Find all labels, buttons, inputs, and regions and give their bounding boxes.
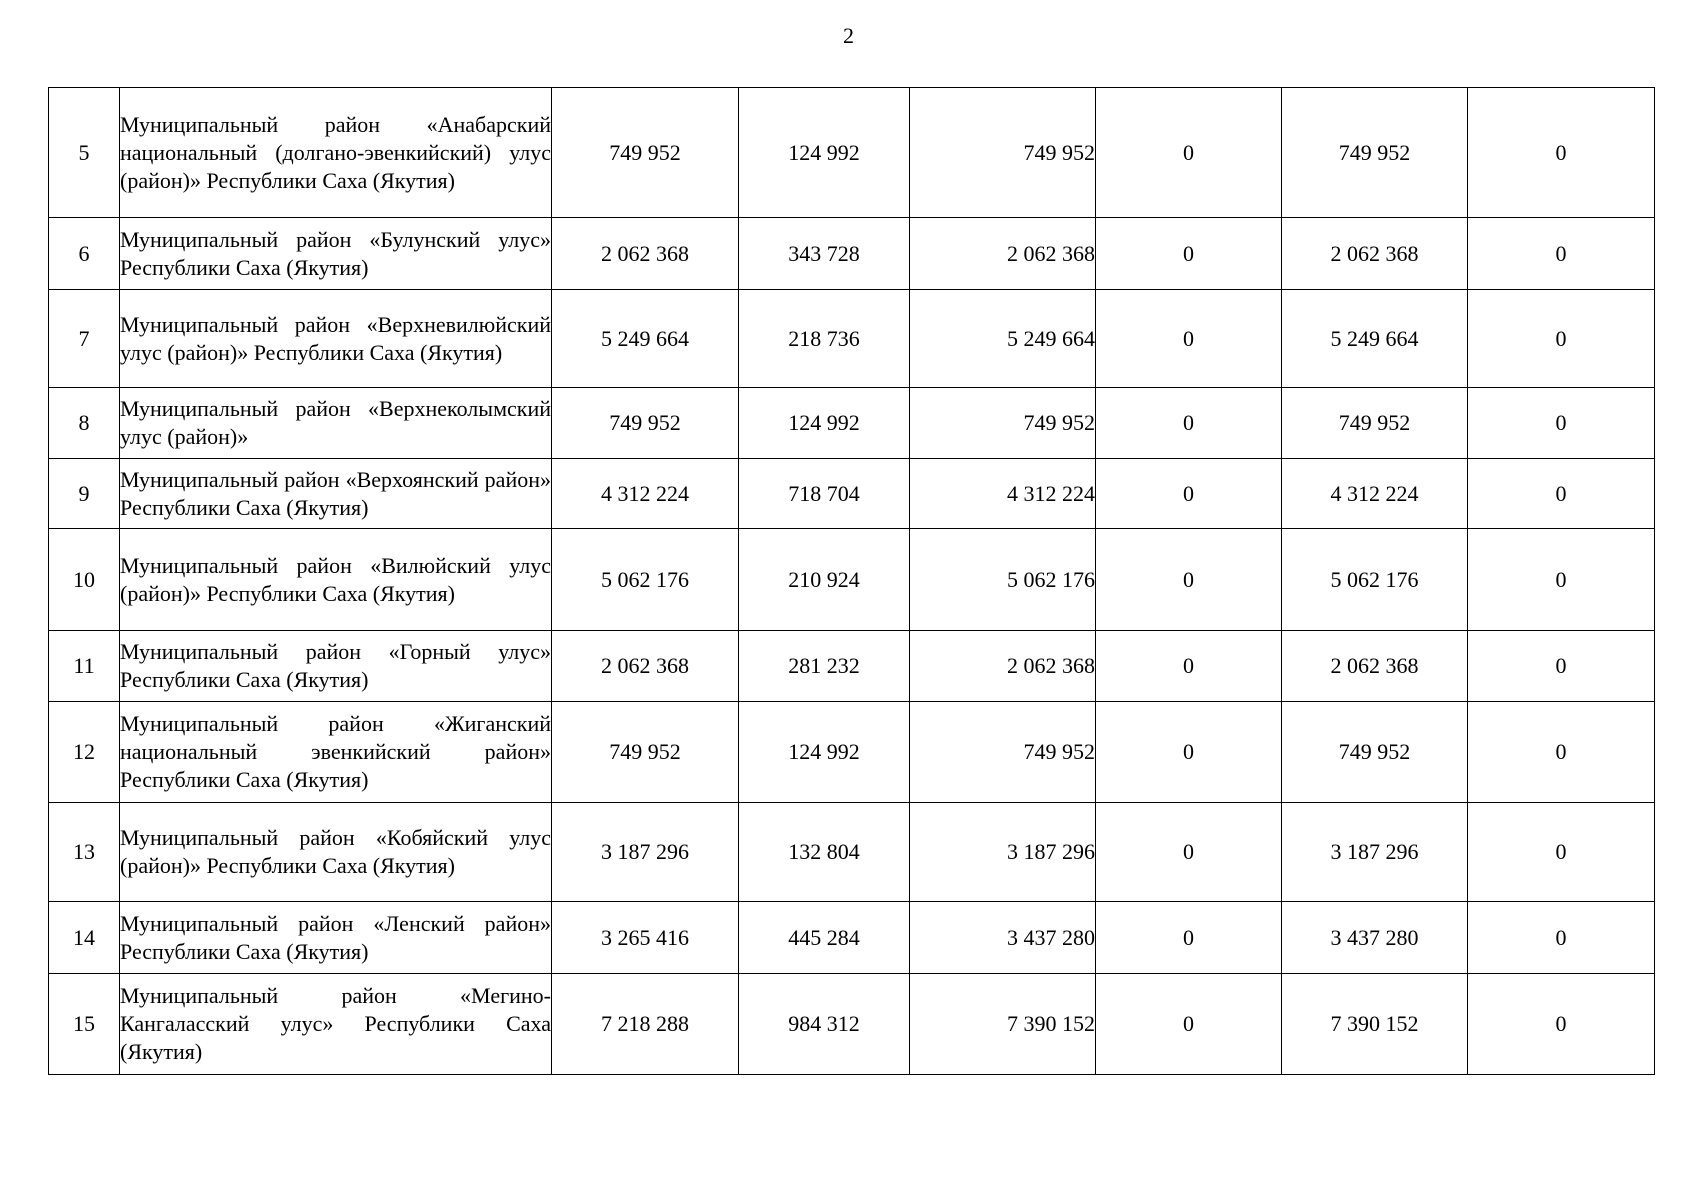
municipality-name: Муниципальный район «Верхоянский район» Республики Саха (Якутия): [120, 459, 552, 529]
value-cell: 0: [1468, 902, 1655, 974]
value-cell: 210 924: [739, 529, 910, 631]
value-cell: 445 284: [739, 902, 910, 974]
table-row: [49, 459, 1655, 529]
municipality-name: Муниципальный район «Ленский район» Республики Саха (Якутия): [120, 902, 552, 974]
value-cell: 0: [1096, 88, 1282, 218]
value-cell: 749 952: [910, 88, 1096, 218]
value-cell: 5 249 664: [552, 290, 739, 388]
value-cell: 7 390 152: [910, 974, 1096, 1075]
value-cell: 7 218 288: [552, 974, 739, 1075]
value-cell: 3 187 296: [1282, 803, 1468, 902]
value-cell: 5 062 176: [552, 529, 739, 631]
value-cell: 281 232: [739, 631, 910, 702]
table-row: [49, 631, 1655, 702]
value-cell: 749 952: [552, 88, 739, 218]
municipality-name: Муниципальный район «Мегино-Кангаласский улус» Республики Саха (Якутия): [120, 974, 552, 1075]
municipality-name: Муниципальный район «Кобяйский улус (район)» Республики Саха (Якутия): [120, 803, 552, 902]
municipality-name: Муниципальный район «Анабарский национальный (долгано-эвенкийский) улус (район)» Республики Саха (Якутия): [120, 88, 552, 218]
municipality-name: Муниципальный район «Верхневилюйский улус (район)» Республики Саха (Якутия): [120, 290, 552, 388]
value-cell: 0: [1468, 388, 1655, 459]
table-row: [49, 290, 1655, 388]
value-cell: 0: [1096, 218, 1282, 290]
table-row: [49, 902, 1655, 974]
table-body: [49, 88, 1655, 1075]
municipality-name: Муниципальный район «Жиганский национальный эвенкийский район» Республики Саха (Якутия): [120, 702, 552, 803]
row-number: 10: [49, 529, 120, 631]
value-cell: 3 437 280: [1282, 902, 1468, 974]
value-cell: 749 952: [1282, 702, 1468, 803]
value-cell: 3 187 296: [552, 803, 739, 902]
row-number: 9: [49, 459, 120, 529]
value-cell: 749 952: [552, 388, 739, 459]
value-cell: 5 062 176: [1282, 529, 1468, 631]
row-number: 13: [49, 803, 120, 902]
value-cell: 0: [1096, 974, 1282, 1075]
row-number: 7: [49, 290, 120, 388]
data-table: [48, 87, 1655, 1075]
value-cell: 0: [1096, 803, 1282, 902]
value-cell: 0: [1468, 88, 1655, 218]
row-number: 12: [49, 702, 120, 803]
value-cell: 124 992: [739, 702, 910, 803]
row-number: 14: [49, 902, 120, 974]
value-cell: 0: [1096, 290, 1282, 388]
municipality-name: Муниципальный район «Булунский улус» Республики Саха (Якутия): [120, 218, 552, 290]
value-cell: 0: [1468, 218, 1655, 290]
value-cell: 124 992: [739, 88, 910, 218]
value-cell: 2 062 368: [1282, 631, 1468, 702]
value-cell: 2 062 368: [552, 631, 739, 702]
value-cell: 749 952: [910, 702, 1096, 803]
value-cell: 343 728: [739, 218, 910, 290]
row-number: 5: [49, 88, 120, 218]
value-cell: 218 736: [739, 290, 910, 388]
value-cell: 0: [1096, 388, 1282, 459]
value-cell: 2 062 368: [1282, 218, 1468, 290]
value-cell: 132 804: [739, 803, 910, 902]
table-row: [49, 974, 1655, 1075]
value-cell: 2 062 368: [910, 631, 1096, 702]
value-cell: 749 952: [552, 702, 739, 803]
value-cell: 0: [1468, 529, 1655, 631]
value-cell: 0: [1096, 702, 1282, 803]
value-cell: 749 952: [1282, 388, 1468, 459]
value-cell: 124 992: [739, 388, 910, 459]
value-cell: 5 249 664: [910, 290, 1096, 388]
value-cell: 4 312 224: [910, 459, 1096, 529]
municipality-name: Муниципальный район «Вилюйский улус (район)» Республики Саха (Якутия): [120, 529, 552, 631]
value-cell: 2 062 368: [552, 218, 739, 290]
table-row: [49, 803, 1655, 902]
value-cell: 984 312: [739, 974, 910, 1075]
value-cell: 0: [1468, 459, 1655, 529]
value-cell: 3 265 416: [552, 902, 739, 974]
value-cell: 5 062 176: [910, 529, 1096, 631]
row-number: 6: [49, 218, 120, 290]
value-cell: 3 437 280: [910, 902, 1096, 974]
page-number: 2: [843, 23, 854, 48]
value-cell: 749 952: [910, 388, 1096, 459]
value-cell: 718 704: [739, 459, 910, 529]
value-cell: 4 312 224: [552, 459, 739, 529]
value-cell: 0: [1096, 459, 1282, 529]
value-cell: 0: [1468, 803, 1655, 902]
value-cell: 0: [1096, 529, 1282, 631]
value-cell: 5 249 664: [1282, 290, 1468, 388]
row-number: 15: [49, 974, 120, 1075]
value-cell: 0: [1468, 702, 1655, 803]
value-cell: 4 312 224: [1282, 459, 1468, 529]
value-cell: 7 390 152: [1282, 974, 1468, 1075]
row-number: 11: [49, 631, 120, 702]
value-cell: 0: [1468, 974, 1655, 1075]
table-row: [49, 529, 1655, 631]
municipality-name: Муниципальный район «Горный улус» Республики Саха (Якутия): [120, 631, 552, 702]
value-cell: 0: [1468, 631, 1655, 702]
value-cell: 3 187 296: [910, 803, 1096, 902]
table-row: [49, 88, 1655, 218]
value-cell: 0: [1096, 631, 1282, 702]
table-row: [49, 702, 1655, 803]
municipality-name: Муниципальный район «Верхнеколымский улус (район)»: [120, 388, 552, 459]
value-cell: 749 952: [1282, 88, 1468, 218]
value-cell: 0: [1096, 902, 1282, 974]
row-number: 8: [49, 388, 120, 459]
table-row: [49, 218, 1655, 290]
value-cell: 0: [1468, 290, 1655, 388]
table-row: [49, 388, 1655, 459]
value-cell: 2 062 368: [910, 218, 1096, 290]
